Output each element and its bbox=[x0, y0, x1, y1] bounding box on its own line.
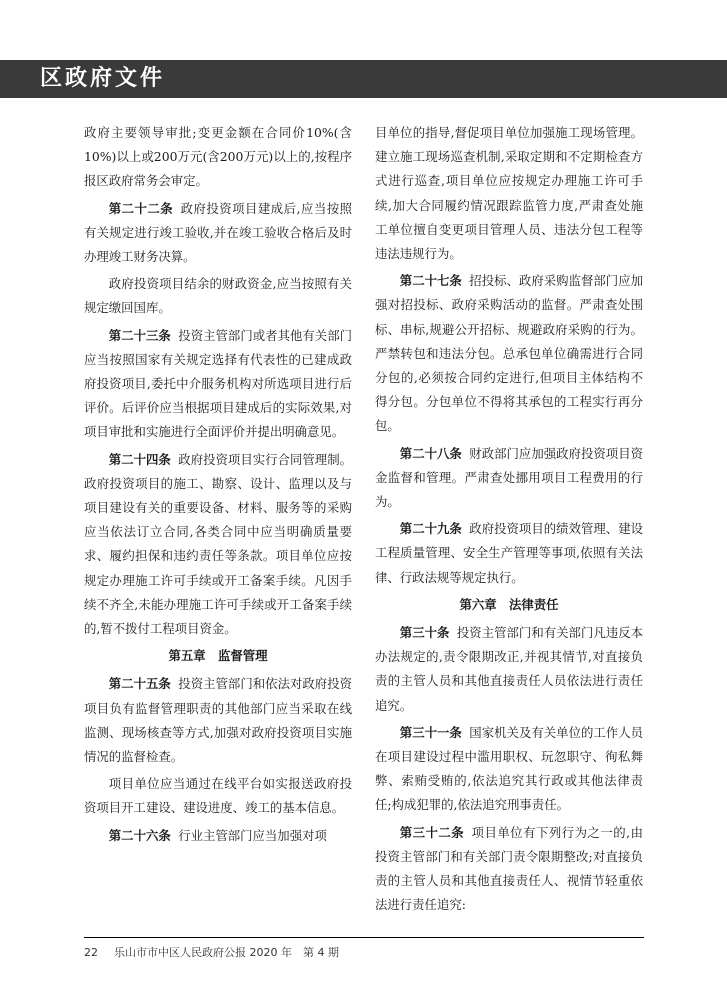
article-text: 政府投资项目建成后,应当按照有关规定进行竣工验收,并在竣工验收合格后及时办理竣工财务决算。 bbox=[84, 200, 352, 265]
article-text: 投资主管部门和依法对政府投资项目负有监督管理职责的其他部门应当采取在线监测、现场核查等方式,加强对政府投资项目实施情况的监督检查。 bbox=[84, 676, 353, 765]
left-column bbox=[84, 121, 352, 851]
article-title: 第三十二条 bbox=[399, 824, 465, 840]
page-number: 22 bbox=[84, 946, 98, 959]
article-text: 投资主管部门和有关部门凡违反本办法规定的,责令限期改正,并视其情节,对直接负责的主管人员和其他直接责任人员依法进行责任追究。 bbox=[375, 625, 644, 713]
paragraph: 政府投资项目结余的财政资金,应当按照有关规定缴回国库。 bbox=[84, 276, 352, 316]
article-text: 投资主管部门或者其他有关部门应当按照国家有关规定选择有代表性的已建成政府投资项目,委托中介服务机构对所选项目进行后评价。后评价应当根据项目建成后的实际效果,对项目审批和实施进行全面评价并提出明确意见。 bbox=[84, 327, 353, 440]
paragraph: 政府主要领导审批;变更金额在合同价10%(含10%)以上或200万元(含200万元)以上的,按程序报区政府常务会审定。 bbox=[84, 125, 352, 189]
article-title: 第三十条 bbox=[399, 625, 450, 641]
article-29 bbox=[375, 517, 643, 590]
section-title: 区政府文件 bbox=[40, 66, 166, 91]
article-text: 项目单位有下列行为之一的,由投资主管部门和有关部门责令限期整改;对直接负责的主管人员和其他直接责任人、视情节轻重依法进行责任追究: bbox=[375, 824, 643, 913]
article-title: 第二十二条 bbox=[108, 200, 174, 216]
chapter-heading: 第六章 法律责任 bbox=[459, 596, 559, 612]
footer-divider bbox=[84, 937, 644, 938]
header-band bbox=[0, 60, 727, 98]
paragraph: 项目单位应当通过在线平台如实报送政府投资项目开工建设、建设进度、竣工的基本信息。 bbox=[84, 776, 352, 816]
article-24 bbox=[84, 448, 352, 642]
article-30 bbox=[375, 621, 643, 718]
article-23 bbox=[84, 324, 352, 445]
article-text: 政府投资项目实行合同管理制。政府投资项目的施工、勘察、设计、监理以及与项目建设有关的重要设备、材料、服务等的采购应当依法订立合同,各类合同中应当明确质量要求、履约担保和违约责任等条款。项目单位应按规定办理施工许可手续或开工备案手续。凡因手续不齐全,未能办理施工许可手续或开工备案手续的,暂不拨付工程项目资金。 bbox=[84, 451, 353, 637]
article-text: 行业主管部门应当加强对项 bbox=[178, 827, 327, 843]
article-32 bbox=[375, 821, 643, 918]
article-title: 第三十一条 bbox=[399, 724, 462, 740]
article-26 bbox=[84, 824, 352, 848]
article-22 bbox=[84, 197, 352, 270]
article-25 bbox=[84, 672, 352, 769]
article-31 bbox=[375, 721, 643, 818]
article-title: 第二十九条 bbox=[399, 521, 462, 537]
article-title: 第二十六条 bbox=[108, 827, 171, 843]
article-28 bbox=[375, 442, 643, 515]
article-title: 第二十五条 bbox=[108, 676, 171, 692]
article-text: 招投标、政府采购监督部门应加强对招投标、政府采购活动的监督。严肃查处围标、串标,规避公开招标、规避政府采购的行为。严禁转包和违法分包。总承包单位确需进行合同分包的,必须按合同约定进行,但项目主体结构不得分包。分包单位不得将其承包的工程实行再分包。 bbox=[375, 273, 644, 434]
article-title: 第二十八条 bbox=[399, 445, 462, 461]
article-text: 政府投资项目的绩效管理、建设工程质量管理、安全生产管理等事项,依照有关法律、行政法规等规定执行。 bbox=[375, 521, 644, 585]
publication-title: 乐山市市中区人民政府公报 2020 年 第 4 期 bbox=[114, 946, 339, 959]
right-column bbox=[375, 121, 643, 921]
page-footer bbox=[84, 944, 339, 960]
article-27 bbox=[375, 269, 643, 438]
article-text: 财政部门应加强政府投资项目资金监督和管理。严肃查处挪用项目工程费用的行为。 bbox=[375, 445, 644, 510]
paragraph: 目单位的指导,督促项目单位加强施工现场管理。建立施工现场巡查机制,采取定期和不定期检查方式进行巡查,项目单位应按规定办理施工许可手续,加大合同履约情况跟踪监管力度,严肃查处施工单位擅自变更项目管理人员、违法分包工程等违法违规行为。 bbox=[375, 125, 643, 262]
article-title: 第二十四条 bbox=[108, 451, 171, 467]
article-text: 国家机关及有关单位的工作人员在项目建设过程中滥用职权、玩忽职守、徇私舞弊、索贿受贿的,依法追究其行政或其他法律责任;构成犯罪的,依法追究刑事责任。 bbox=[375, 724, 644, 813]
article-title: 第二十七条 bbox=[399, 273, 462, 289]
chapter-heading: 第五章 监督管理 bbox=[168, 648, 268, 664]
article-title: 第二十三条 bbox=[108, 327, 171, 343]
